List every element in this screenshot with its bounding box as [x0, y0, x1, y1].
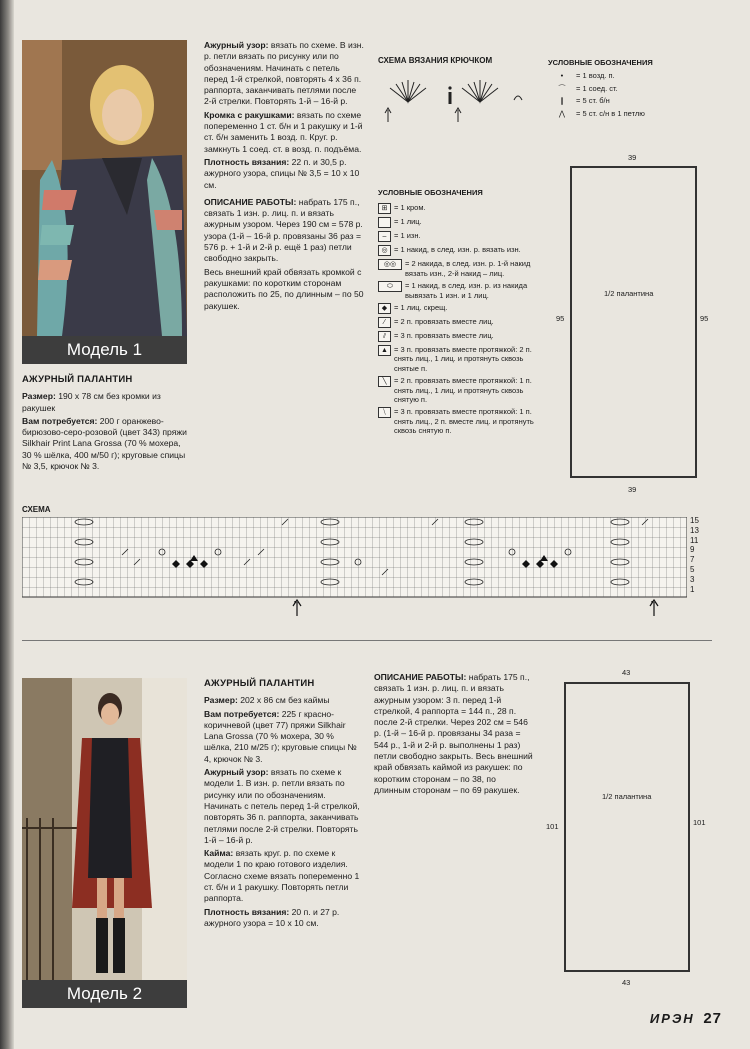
crochet-scheme-drawing [378, 72, 538, 128]
model1-desc-text2: Весь внешний край обвязать кромкой с ракушками: по коротким сторонам расположить по 25, по длинным – по 50 ракушек. [204, 266, 364, 311]
legend-item: ╲ = 2 п. провязать вместе протяжкой: 1 п. снять лиц., 1 лиц. и протянуть сквозь снятую п. [378, 376, 538, 404]
diagram2-label: 1/2 палантина [602, 792, 652, 801]
knit-icon [378, 217, 391, 228]
k2tog-icon: ⁄ [378, 317, 391, 328]
crochet-legend-item: • = 1 возд. п. [548, 71, 698, 80]
legend-item: ⁄ = 2 п. провязать вместе лиц. [378, 317, 538, 328]
chart-row-numbers [690, 516, 699, 594]
row-number: 7 [690, 555, 695, 565]
model2-density-label: Плотность вязания: [204, 906, 290, 917]
diagram2-right: 101 [693, 818, 706, 827]
model2-desc-text: набрать 175 п., связать 1 изн. р. лиц. п. и вязать ажурным узором: 3 п. перед 1-й стрелкой, 4 раппорта = 144 п., 28 п. после 2-й стрелки. Через 202 см = 546 р. (1-й – 16-й р. провязаны 34 раза = 544 р., 1-й и 2-й р. выполнены 1 раз) петли свободно закрыть. Весь внешний край обвязать каймой из ракушек: по коротким сторонам – по 38, по длинным сторонам – по 69 ракушек. [374, 672, 533, 795]
legend-item: ⫽ = 3 п. провязать вместе лиц. [378, 331, 538, 342]
crochet-legend-item: ❙ = 5 ст. б/н [548, 96, 698, 105]
crochet-chain-dot [448, 86, 451, 89]
crochet-legend [548, 58, 698, 121]
model1-desc-label: ОПИСАНИЕ РАБОТЫ: [204, 196, 297, 207]
model1-size-label: Размер: [22, 391, 56, 402]
diagram1-left: 95 [556, 314, 565, 323]
row-number: 15 [690, 516, 699, 525]
model1-need-text: 200 г оранжево-бирюзово-серо-розовой (цвет 343) пряжи Silkhair Print Lana Grossa (70 % мохера, 30 % шёлка, 400 м/50 г); круговые спицы № 3,5, крючок № 3. [22, 415, 187, 472]
crochet-scheme-title: СХЕМА ВЯЗАНИЯ КРЮЧКОМ [378, 56, 493, 65]
model2-pattern-label: Ажурный узор: [204, 767, 269, 778]
legend-item: ⬭ = 1 накид, в след. изн. р. из накида вывязать 1 изн. и 1 лиц. [378, 281, 538, 300]
model1-title: АЖУРНЫЙ ПАЛАНТИН [22, 374, 133, 385]
ssk-icon: ╲ [378, 376, 391, 387]
crochet-legend-title: УСЛОВНЫЕ ОБОЗНАЧЕНИЯ [548, 58, 653, 67]
diagram1-label: 1/2 палантина [604, 289, 654, 298]
model2-pattern-text: вязать по схеме к модели 1. В изн. р. петли вязать по рисунку или по обозначениям. Начинать с петель перед 1-й стрелкой, повторять 36 п. раппорта, заканчивать петлями после 2-й стрелки. Повторять 1-й – 16-й р. [204, 767, 360, 845]
diagram2-box [564, 682, 690, 972]
schema-title: СХЕМА [22, 505, 51, 514]
model1-edge-label: Кромка с ракушками: [204, 109, 295, 120]
model1-illustration [22, 40, 187, 336]
legend-item: ⊞ = 1 кром. [378, 203, 538, 214]
knitting-legend [378, 188, 538, 439]
section-divider [22, 640, 712, 641]
single-crochet-icon: ❙ [558, 96, 566, 106]
model2-size-label: Размер: [204, 695, 238, 706]
page-number: 27 [703, 1010, 722, 1027]
row-number: 3 [690, 574, 695, 584]
diagram2-left: 101 [546, 822, 559, 831]
k3tog-icon: ⫽ [378, 331, 391, 342]
model2-desc-label: ОПИСАНИЕ РАБОТЫ: [374, 672, 467, 682]
row-number: 13 [690, 525, 699, 535]
diagram1-right: 95 [700, 314, 709, 323]
model1-photo [22, 40, 187, 364]
model1-instructions [204, 40, 364, 314]
model2-edge-text: вязать круг. р. по схеме к модели 1 по краю готового изделия. Согласно схеме вязать попеременно 1 ст. б/н и 1 ракушку. Повторять петли раппорта. [204, 848, 360, 904]
legend-item: = 1 лиц. [378, 217, 538, 228]
chart-arrow-1-icon [290, 598, 304, 618]
model1-caption: Модель 1 [22, 336, 187, 364]
crochet-legend-item: ⋀ = 5 ст. с/н в 1 петлю [548, 109, 698, 118]
model2-caption: Модель 2 [22, 980, 187, 1008]
row-number: 11 [690, 535, 699, 545]
double-yarn-over-icon: ◎◎ [378, 259, 402, 270]
model2-need-text: 225 г красно-коричневой (цвет 77) пряжи Silkhair Lana Grossa (70 % мохера, 30 % шёлка, 210 м/25 г); круговые спицы № 4, крючок № 3. [204, 708, 357, 764]
knitting-chart [22, 517, 687, 603]
model2-density-text: 20 п. и 27 р. ажурного узора = 10 х 10 см. [204, 906, 340, 928]
chain-icon: • [560, 71, 564, 81]
diagram1-bottom: 39 [628, 485, 637, 494]
model2-size-text: 202 х 86 см без каймы [240, 695, 330, 706]
magazine-brand: ИРЭН [649, 1011, 695, 1026]
edge-stitch-icon: ⊞ [378, 203, 391, 214]
diagram1-top: 39 [628, 153, 637, 162]
row-number: 1 [690, 584, 695, 594]
page-footer [650, 1010, 722, 1027]
knitting-legend-title: УСЛОВНЫЕ ОБОЗНАЧЕНИЯ [378, 188, 483, 197]
model2-instructions [204, 678, 364, 931]
legend-item: ⧹ = 3 п. провязать вместе протяжкой: 1 п. снять лиц., 2 п. вместе лиц. и протянуть сквозь снятую п. [378, 407, 538, 435]
model1-pattern-label: Ажурный узор: [204, 40, 269, 50]
diagram1-box [570, 166, 697, 478]
model1-density-label: Плотность вязания: [204, 156, 290, 167]
sk2p-icon: ▲ [378, 345, 391, 356]
legend-item: ◎◎ = 2 накида, в след. изн. р. 1-й накид вязать изн., 2-й накид – лиц. [378, 259, 538, 278]
sk2tog-icon: ⧹ [378, 407, 391, 418]
model1-pattern-text: вязать по схеме. В изн. р. петли вязать по рисунку или по обозначениям. Начинать с петель перед 1-й стрелкой, повторять 4 х 36 п. раппорта, заканчивать петлями после 2-й стрелки. Повторять 1-й – 16-й р. [204, 40, 364, 107]
oval-yarn-over-icon: ⬭ [378, 281, 402, 292]
model2-need-label: Вам потребуется: [204, 708, 280, 719]
legend-item: – = 1 изн. [378, 231, 538, 242]
model1-need-label: Вам потребуется: [22, 415, 98, 426]
model2-photo [22, 678, 187, 1008]
diagram2-bottom: 43 [622, 978, 631, 987]
model1-desc-text: набрать 175 п., связать 1 изн. р. лиц. п. и вязать ажурным узором. Через 190 см = 578 р. узора (1-й – 16-й р. провязаны 36 раз = 576 р. + 1-й и 2-й р. ещё 1 раз) петли свободно закрыть. [204, 196, 363, 264]
crossed-knit-icon: ◆ [378, 303, 391, 314]
legend-item: ◆ = 1 лиц. скрещ. [378, 303, 538, 314]
chart-arrow-2-icon [647, 598, 661, 618]
yarn-over-icon: ◎ [378, 245, 391, 256]
diagram2-top: 43 [622, 668, 631, 677]
model1-edge-text: вязать по схеме попеременно 1 ст. б/н и 1 ракушку и 1-й ст. б/н заменить 1 возд. п. Круг. р. замкнуть 1 соед. ст. в возд. п. подъёма. [204, 109, 363, 154]
model2-illustration [22, 678, 187, 980]
model1-intro [22, 374, 188, 474]
slip-stitch-icon: ⌒ [558, 83, 566, 93]
model2-edge-label: Кайма: [204, 848, 234, 859]
model1-size-text: 190 х 78 см без кромки из ракушек [22, 391, 161, 413]
legend-item: ▲ = 3 п. провязать вместе протяжкой: 2 п. снять лиц., 1 лиц. и протянуть сквозь снятые п. [378, 345, 538, 373]
row-number: 9 [690, 545, 695, 555]
model2-description [374, 672, 534, 798]
shell-icon: ⋀ [558, 108, 566, 118]
crochet-legend-item: ⌒ = 1 соед. ст. [548, 84, 698, 93]
purl-icon: – [378, 231, 391, 242]
model2-title: АЖУРНЫЙ ПАЛАНТИН [204, 678, 315, 689]
legend-item: ◎ = 1 накид, в след. изн. р. вязать изн. [378, 245, 538, 256]
model1-density-text: 22 п. и 30,5 р. ажурного узора, спицы № 3,5 = 10 х 10 см. [204, 156, 360, 190]
row-number: 5 [690, 564, 695, 574]
page-spine-shadow [0, 0, 14, 1049]
